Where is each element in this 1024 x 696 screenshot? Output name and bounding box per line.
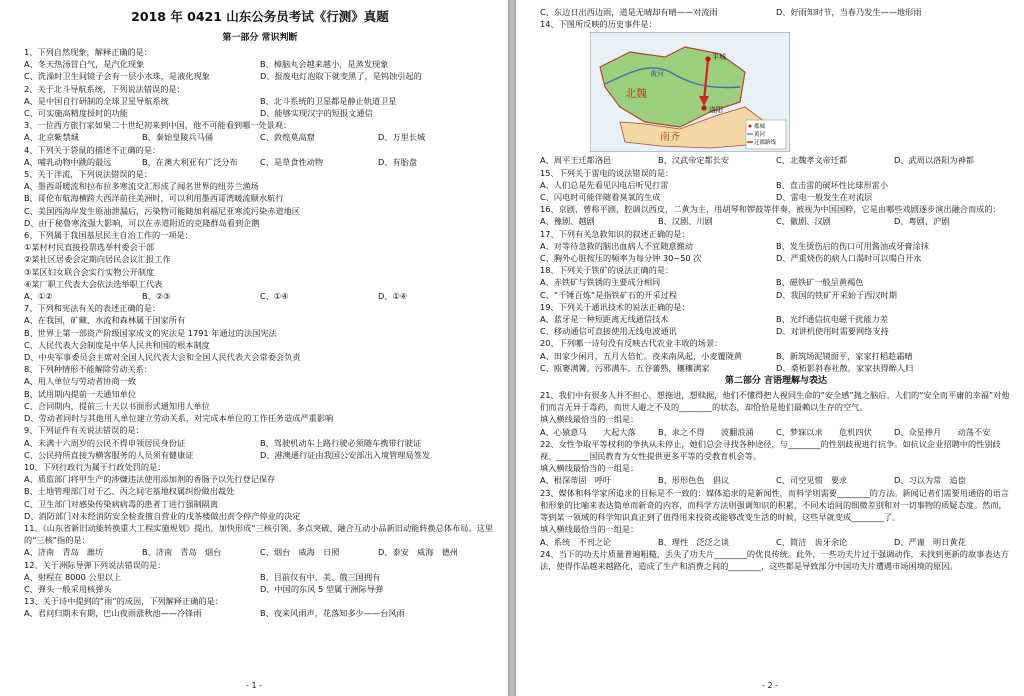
map-illustration (590, 32, 790, 152)
legend-capital-icon (749, 125, 752, 128)
answer-option: A、人们总是先看见闪电后听见打雷 (540, 179, 669, 190)
answer-option-row (24, 437, 496, 449)
answer-option: B、新筑场泥镜面平，家家打稻趁霜晴 (776, 350, 913, 361)
question-block (540, 6, 1012, 18)
document-page-2 (516, 0, 1024, 696)
answer-option-row (540, 191, 1012, 203)
answer-option: D、由于秘鲁寒流强大影响，可以在赤道附近的克隆群岛看到企鹅 (24, 217, 260, 228)
answer-option: B、驾驶机动车上路行驶必须随车携带行驶证 (260, 437, 422, 448)
answer-option: A、赤铁矿与铁锈的主要成分相同 (540, 277, 661, 288)
answer-option: D、能够实现汉字的短报文通信 (260, 108, 373, 119)
answer-option: C、合同期内，提前三十天以书面形式通知用人单位 (24, 400, 210, 411)
answer-option-row (540, 362, 1012, 374)
answer-option-row (24, 58, 496, 70)
option-d: D、习以为常 追偿 (894, 475, 966, 486)
question-stem: 19、下列关于通讯技术的说法正确的是： (540, 301, 690, 312)
answer-option: A、济南 青岛 潍坊 (24, 547, 104, 558)
answer-option-row (540, 215, 1012, 227)
answer-option: ②某社区居委会定期向居民会议汇报工作 (24, 254, 171, 265)
answer-option: C、①④ (260, 291, 289, 302)
question-22 (540, 438, 1012, 487)
question-list-page-1 (24, 46, 496, 620)
answer-option: D、桑柘影斜春社散，家家扶得醉人归 (776, 362, 914, 373)
answer-option-row (24, 607, 496, 619)
answer-option: B、世界上第一部资产阶级国家成文的宪法是 1791 年通过的法国宪法 (24, 327, 277, 338)
question-stem: 8、下列种情形不能解除劳动关系： (24, 364, 153, 375)
answer-option: A、北京紫禁城 (24, 132, 79, 143)
question-23-fill-prompt: 填入横线最恰当的一组是： (540, 524, 639, 535)
answer-option: B、汉剧、川剧 (658, 216, 713, 227)
answer-option: A、周平王迁都洛邑 (540, 155, 612, 166)
question-stem: 18、下列关于铁矿的说法正确的是： (540, 265, 674, 276)
option-d: D、严谨 明日黄花 (894, 536, 966, 547)
answer-option: C、美国西海岸发生原油泄漏后，污染物可能随加利福尼亚寒流污染赤道地区 (24, 205, 300, 216)
answer-option: B、磁铁矿一般呈黄褐色 (776, 277, 864, 288)
answer-option-row (540, 325, 1012, 337)
answer-option: A、墨西哥暖流和拉布拉多寒流交汇形成了闻名世界的纽芬兰渔场 (24, 181, 259, 192)
answer-option: ①某村村民直接投票选举村委会干部 (24, 242, 155, 253)
option-a: A、系统 不刊之论 (540, 536, 612, 547)
answer-option: B、目前仅有中、美、俄三国拥有 (260, 571, 381, 582)
question-block (24, 302, 496, 363)
answer-option: B、试用期内提前一天通知单位 (24, 388, 137, 399)
question-24 (540, 548, 1012, 572)
question-list-page-2-top (540, 6, 1012, 30)
answer-option: B、在澳大利亚有广泛分布 (142, 156, 238, 167)
question-22-fill-prompt: 填入横线最恰当的一组是： (540, 463, 639, 474)
option-b: B、理性 泛泛之谈 (658, 536, 730, 547)
question-block (24, 229, 496, 290)
answer-option: A、射程在 8000 公里以上 (24, 571, 122, 582)
answer-option-row (24, 95, 496, 107)
map-label-river: 黄河 (650, 70, 664, 79)
document-title: 2018 年 0421 山东公务员考试《行测》真题 (131, 9, 389, 24)
answer-option: B、济南 青岛 烟台 (142, 547, 222, 558)
answer-option: C、胸外心脏按压的频率为每分钟 30~50 次 (540, 253, 702, 264)
option-c: C、简洁 齿牙余论 (776, 536, 848, 547)
answer-option-row (24, 546, 496, 558)
question-block (24, 144, 496, 168)
answer-option: D、对讲机使用时需要网络支持 (776, 326, 889, 337)
question-block (24, 595, 496, 619)
answer-option-row (540, 240, 1012, 252)
answer-option-row (540, 6, 1012, 18)
page-2-content (540, 6, 1012, 572)
answer-option-row (24, 290, 496, 302)
capital-marker-luoyang (701, 106, 706, 111)
page-1-content (24, 6, 496, 620)
page-number-2: - 2 - (762, 681, 778, 690)
question-block (24, 461, 496, 522)
answer-option: A、君问归期未有期，巴山夜雨涨秋池——冷锋雨 (24, 608, 202, 619)
answer-option: A、质监部门将甲生产的涉嫌违法使用添加剂的香肠予以先行登记保存 (24, 474, 276, 485)
question-block (540, 203, 1012, 227)
question-21-options (540, 426, 1012, 438)
question-stem: 3、一位西方旅行家如果二十世纪初来到中国，他不可能看到哪一处景观： (24, 120, 292, 131)
answer-option: A、田家少闲月，五月人倍忙。夜来南风起，小麦覆陇黄 (540, 350, 743, 361)
answer-option: D、报废电灯泡取下就变黑了，是钨蚀引起的 (260, 71, 422, 82)
answer-option-row (24, 107, 496, 119)
question-block (540, 154, 1012, 166)
answer-option: B、汉武帝定都长安 (658, 155, 730, 166)
question-21-stem: 21、我们中有很多人并不担心，想拖进，想赎据，他们不懂得把人视同生命的“安全感”抛之脑后。人们的“安全而平庸的幸福”对他们而言无异于毒药，而世人避之不及的________的状态，却恰恰是他们最赖以生存的空气。 (540, 390, 1010, 413)
answer-option: D、劳动者同时与其他用人单位建立劳动关系，对完成本单位的工作任务造成严重影响 (24, 413, 334, 424)
question-22-stem: 22、女性争取平等权利的争执从未停止，她们总会寻找各种途径，与________的性别歧视进行抗争。如抗议企业招聘中的性别歧视、________国民教育为女性提供更多平等的受教育机会等。 (540, 438, 1001, 462)
question-block (24, 363, 496, 424)
question-stem: 13、关于诗中提到的“雨”的成因，下列解释正确的是： (24, 596, 224, 607)
question-stem: 16、京剧，曾称平剧，腔调以西皮，二黄为主，用胡琴和锣鼓等伴奏，被视为中国国粹，它是由哪些戏剧逐步演出融合而成的： (540, 204, 1001, 215)
question-block (24, 83, 496, 120)
answer-option: A、①② (24, 291, 53, 302)
answer-option: D、泰安 威海 德州 (378, 547, 458, 558)
answer-option: A、冬天热汤冒白气，是汽化现象 (24, 59, 145, 70)
answer-option-row (540, 154, 1012, 166)
legend-item-river: 黄河 (754, 132, 766, 139)
answer-option-row (540, 313, 1012, 325)
historical-map-figure (590, 32, 790, 152)
answer-option: ④某厂职工代表大会依法选举职工代表 (24, 278, 163, 289)
answer-option: B、樟脑丸会越来越小，是蒸发现象 (260, 59, 389, 70)
answer-option: C、北魏孝文帝迁都 (776, 155, 848, 166)
answer-option: B、②③ (142, 291, 171, 302)
question-stem: 1、下列自然现象，解释正确的是： (24, 47, 153, 57)
question-block (540, 264, 1012, 301)
answer-option: C、移动通信可直接使用无线电波通讯 (540, 326, 677, 337)
answer-option: D、港澳通行证由我国公安部出入境管理局签发 (260, 449, 431, 460)
answer-option: A、哺乳动物中跳的最远 (24, 156, 112, 167)
answer-option: C、人民代表大会制度是中华人民共和国的根本制度 (24, 339, 210, 350)
question-stem: 5、关于洋流，下列说法错误的是： (24, 169, 153, 180)
answer-option: D、消防部门对未经消防安全检查擅自营业的戊茶楼做出责令停产停业的决定 (24, 510, 301, 521)
answer-option: B、土地管理部门对于乙、丙之间宅基地权属纠纷做出裁处 (24, 486, 235, 497)
answer-option: C、是草食性动物 (260, 156, 324, 167)
answer-option: D、武周以洛阳为神都 (894, 155, 974, 166)
question-block (540, 337, 1012, 374)
option-b: B、求之不得 波翻浪涌 (658, 426, 754, 437)
question-block (540, 301, 1012, 338)
question-block (24, 424, 496, 461)
answer-option: D、有胎盘 (378, 156, 418, 167)
question-stem: 6、下列属于我国基层民主自治工作的一项是： (24, 230, 193, 241)
answer-option: C、徽剧、汉剧 (776, 216, 831, 227)
question-stem: 10、下列行政行为属于行政处罚的是： (24, 461, 166, 472)
answer-option-row (540, 252, 1012, 264)
option-a: A、根深蒂固 呼吁 (540, 475, 612, 486)
answer-option: A、未满十六周岁的公民不得申领居民身份证 (24, 437, 186, 448)
answer-option: B、北斗系统的卫星都是静止轨道卫星 (260, 95, 397, 106)
answer-option: A、是中国自行研制的全球卫星导航系统 (24, 95, 169, 106)
answer-option-row (540, 289, 1012, 301)
answer-option: C、公民持所直接为横客服务的人员须有健康证 (24, 449, 194, 460)
question-stem: 4、下列关于袋鼠的描述不正确的是： (24, 144, 161, 155)
answer-option-row (24, 449, 496, 461)
answer-option: A、对等待急救的脑出血病人不宜随意搬动 (540, 240, 693, 251)
answer-option-row (24, 156, 496, 168)
answer-option: B、秦始皇陵兵马俑 (142, 132, 214, 143)
answer-option: D、万里长城 (378, 132, 426, 143)
legend-item-route: 迁都路线 (754, 140, 777, 147)
answer-option-row (24, 70, 496, 82)
answer-option: C、东边日出西边雨，道是无晴却有晴——对流雨 (540, 7, 718, 17)
answer-option: D、①④ (378, 291, 408, 302)
answer-option: D、我国的铁矿开采始于西汉时期 (776, 289, 897, 300)
answer-option: B、夜来风雨声，花落知多少——台风雨 (260, 608, 405, 619)
answer-option: D、中央军事委员会主席对全国人民代表大会和全国人民代表大会常委会负责 (24, 352, 301, 363)
answer-option: A、在我国，矿藏、水流和森林属于国家所有 (24, 315, 186, 326)
question-block (24, 522, 496, 559)
question-stem: 20、下列哪一诗句没有反映古代农业丰收的场景： (540, 338, 723, 349)
question-list-page-2 (540, 154, 1012, 374)
question-block (540, 228, 1012, 265)
question-22-options (540, 474, 1012, 486)
question-stem: 14、下图所反映的历史事件是： (540, 19, 657, 30)
question-stem: 9、下列证件有关说法错误的是： (24, 425, 144, 436)
answer-option: C、洗澡时卫生间镜子会有一层小水珠，是液化现象 (24, 71, 210, 82)
map-label-pingcheng: 平城 (712, 53, 726, 62)
answer-option: B、发生烫伤后的伤口可用酱油或牙膏涂抹 (776, 240, 929, 251)
question-block (24, 119, 496, 143)
question-block (24, 559, 496, 596)
answer-option: A、用人单位与劳动者协商一致 (24, 376, 137, 387)
answer-option: C、闪电时可能伴随着臭氧的生成 (540, 192, 661, 203)
question-24-stem: 24、当下的功夫片质量普遍粗糙，丢失了功夫片________的优良传统。此外，一些功夫片过于强调动作，未找到更新的故事表达方法，使得作品越来越路化，造成了生产和消费之间的________，这些都是导致部分中国功夫片遭遇市场困境的原因。 (540, 548, 1009, 571)
option-c: C、梦寐以求 危机四伏 (776, 426, 872, 437)
answer-option-row (24, 131, 496, 143)
question-21 (540, 389, 1012, 438)
question-stem: 15、下列关于雷电的说法错误的是： (540, 167, 674, 178)
answer-option: A、蓝牙是一种短距离无线通信技术 (540, 314, 669, 325)
answer-option: C、瓯窭满篝，污邪满车，五谷蕃熟，穰穰满家 (540, 362, 710, 373)
answer-option-row (540, 276, 1012, 288)
section-heading-2: 第二部分 言语理解与表达 (724, 376, 828, 387)
question-stem: 7、下列和宪法有关的表述正确的是： (24, 303, 161, 314)
option-c: C、司空见惯 要求 (776, 475, 848, 486)
answer-option-row (540, 350, 1012, 362)
answer-option: D、雷电一般发生在对流层 (776, 192, 873, 203)
answer-option-row (24, 571, 496, 583)
answer-option: C、敦煌莫高窟 (260, 132, 315, 143)
answer-option: B、直击雷的破坏性比球形雷小 (776, 179, 889, 190)
answer-option: D、好雨知时节，当春乃发生——地形雨 (776, 7, 922, 17)
section-heading-1: 第一部分 常识判断 (222, 33, 298, 43)
map-label-southern-qi: 南齐 (660, 132, 680, 144)
map-label-northern-wei: 北魏 (625, 87, 647, 101)
question-block (24, 46, 496, 83)
question-stem: 12、关于洲际导弹下列说法错误的是： (24, 559, 166, 570)
answer-option: A、豫剧、越剧 (540, 216, 595, 227)
map-label-luoyang: 洛阳 (709, 106, 723, 115)
answer-option: C、烟台 威海 日照 (260, 547, 340, 558)
question-23-stem: 23、媒体和科学家所追求的目标是不一致的：媒体追求的是新闻性，而科学则需要________的方法。新闻记者们需要用通俗的语言和形象的比喻来表达简单而新奇的内容，而科学方法则强调知识的积累，不同术语间的细微差别和对一切事物的质疑态度。然而，等到某一领域的科学知识真正到了值得用来投资或能够改变生活的时候，这些早就变成________了。 (540, 487, 1009, 523)
answer-option: ③某区妇女联合会实行实物公开制度 (24, 266, 155, 277)
legend-item-capital: 都城 (754, 124, 766, 131)
question-stem: 11、《山东省新旧动能转换重大工程实施规划》提出，加快形成“三核引领、多点突破、融合互动小品新旧动能转换总体布局。这里的“三核”指的是： (24, 522, 494, 546)
answer-option: D、严重烧伤的病人口渴时可以喝白开水 (776, 253, 922, 264)
question-23-options (540, 536, 1012, 548)
answer-option-row (540, 179, 1012, 191)
answer-option: C、“千锤百炼”是指铁矿石的开采过程 (540, 289, 678, 300)
option-a: A、心猿意马 大起大落 (540, 426, 636, 437)
option-b: B、形形色色 倡议 (658, 475, 730, 486)
answer-option-row (24, 583, 496, 595)
question-block (24, 290, 496, 302)
answer-option: C、弹头一般采用核弹头 (24, 583, 112, 594)
answer-option: D、中国的东风 5 型属于洲际导弹 (260, 583, 384, 594)
answer-option: D、粤剧、沪剧 (894, 216, 950, 227)
question-stem: 17、下列有关急救知识的叙述正确的是： (540, 228, 690, 239)
question-23 (540, 487, 1012, 548)
question-block (540, 167, 1012, 204)
capital-marker-pingcheng (705, 57, 710, 62)
question-21-fill-prompt: 填入横线最恰当的一组是： (540, 414, 639, 425)
answer-option: B、光纤通信抗电磁干扰能力差 (776, 314, 889, 325)
answer-option: C、卫生部门对感染传染病病毒的患者丁进行强制隔离 (24, 498, 219, 509)
answer-option: C、可实施高精度授时的功能 (24, 108, 128, 119)
question-block (540, 18, 1012, 30)
question-block (24, 168, 496, 229)
option-d: D、众星捧月 动荡不安 (894, 426, 991, 437)
page-number-1: - 1 - (246, 681, 262, 690)
document-page-1 (0, 0, 508, 696)
answer-option: B、哥伦布航海横跨大西洋前往美洲时，可以利用墨西哥湾暖流顺水航行 (24, 193, 284, 204)
question-stem: 2、关于北斗导航系统，下列说法错误的是： (24, 83, 185, 94)
